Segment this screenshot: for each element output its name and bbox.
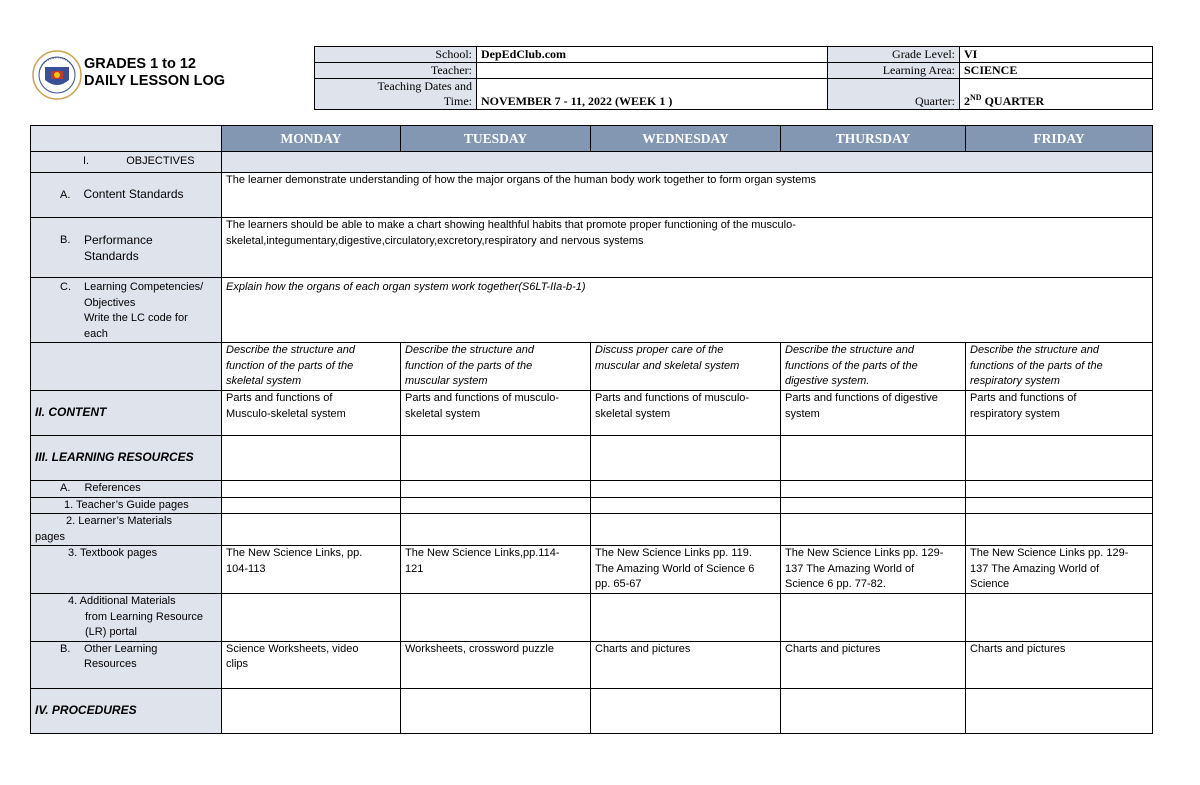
references-monday bbox=[222, 481, 401, 498]
describe-monday bbox=[222, 343, 401, 391]
objectives-number: I. bbox=[83, 155, 90, 168]
textbook-line: The New Science Links pp. 129- bbox=[970, 547, 1129, 559]
day-header-monday: MONDAY bbox=[222, 126, 401, 152]
tg-pages-monday bbox=[222, 497, 401, 514]
objectives-bar bbox=[222, 152, 1153, 173]
performance-standards-text-1: Performance bbox=[84, 232, 153, 247]
textbook-tuesday bbox=[401, 546, 591, 594]
lm-pages-label bbox=[31, 514, 222, 546]
other-resources-thursday bbox=[781, 641, 966, 688]
content-wednesday bbox=[591, 391, 781, 436]
procedures-monday bbox=[222, 688, 401, 733]
describe-line: respiratory system bbox=[970, 375, 1060, 387]
lm-pages-friday bbox=[966, 514, 1153, 546]
textbook-line: 137 The Amazing World of bbox=[785, 562, 915, 575]
additional-materials-text-2: from Learning Resource bbox=[85, 610, 204, 623]
describe-line: function of the parts of the bbox=[226, 359, 354, 372]
content-line: skeletal system bbox=[405, 407, 481, 420]
describe-line: functions of the parts of the bbox=[970, 359, 1103, 372]
learning-resources-label: III. LEARNING RESOURCES bbox=[31, 436, 222, 481]
other-resources-monday bbox=[222, 641, 401, 688]
lm-pages-thursday bbox=[781, 514, 966, 546]
school-value: DepEdClub.com bbox=[477, 47, 828, 63]
describe-line: Describe the structure and bbox=[226, 344, 356, 356]
describe-side-cell bbox=[31, 343, 222, 391]
other-resources-text-1: Other Learning bbox=[84, 642, 158, 655]
describe-thursday bbox=[781, 343, 966, 391]
references-tuesday bbox=[401, 481, 591, 498]
content-friday bbox=[966, 391, 1153, 436]
references-number: A. bbox=[60, 482, 71, 494]
teaching-dates-value: NOVEMBER 7 - 11, 2022 (WEEK 1 ) bbox=[477, 79, 828, 110]
grade-level-value: VI bbox=[960, 47, 1153, 63]
content-monday bbox=[222, 391, 401, 436]
day-header-tuesday: TUESDAY bbox=[401, 126, 591, 152]
other-resources-line: clips bbox=[226, 658, 249, 670]
competencies-text-4: each bbox=[84, 327, 108, 340]
textbook-line: 121 bbox=[405, 562, 424, 575]
content-line: Parts and functions of bbox=[970, 392, 1077, 404]
other-resources-number: B. bbox=[60, 642, 71, 655]
textbook-line: Science bbox=[970, 578, 1010, 590]
content-standards-label bbox=[31, 173, 222, 218]
tg-pages-wednesday bbox=[591, 497, 781, 514]
textbook-friday bbox=[966, 546, 1153, 594]
textbook-line: The New Science Links, pp. bbox=[226, 547, 363, 559]
tg-pages-text: 1. Teacher’s Guide pages bbox=[64, 498, 189, 511]
competencies-text-3: Write the LC code for bbox=[84, 312, 188, 324]
learning-resources-thursday bbox=[781, 436, 966, 481]
textbook-line: Science 6 pp. 77-82. bbox=[785, 578, 886, 590]
other-resources-line: Worksheets, crossword puzzle bbox=[405, 642, 554, 655]
performance-standards-value bbox=[222, 218, 1153, 278]
additional-materials-tuesday bbox=[401, 594, 591, 642]
textbook-line: pp. 65-67 bbox=[595, 578, 642, 590]
content-line: Parts and functions of musculo- bbox=[595, 392, 750, 404]
procedures-label: IV. PROCEDURES bbox=[31, 688, 222, 733]
describe-line: Describe the structure and bbox=[785, 344, 915, 356]
day-header-wednesday: WEDNESDAY bbox=[591, 126, 781, 152]
describe-wednesday bbox=[591, 343, 781, 391]
other-resources-line: Science Worksheets, video bbox=[226, 642, 359, 655]
references-label bbox=[31, 481, 222, 498]
textbook-line: The New Science Links,pp.114- bbox=[405, 547, 560, 559]
teacher-label: Teacher: bbox=[315, 63, 477, 79]
additional-materials-text-3: (LR) portal bbox=[85, 626, 137, 638]
other-resources-label bbox=[31, 641, 222, 688]
lm-pages-monday bbox=[222, 514, 401, 546]
objectives-label bbox=[31, 152, 222, 173]
performance-standards-line-1: The learners should be able to make a chart showing healthful habits that promote proper functioning of the musculo- bbox=[226, 219, 796, 231]
quarter-suffix: ND bbox=[970, 93, 982, 102]
learning-area-value: SCIENCE bbox=[960, 63, 1153, 79]
content-line: Musculo-skeletal system bbox=[226, 407, 346, 420]
learning-area-label: Learning Area: bbox=[828, 63, 960, 79]
procedures-friday bbox=[966, 688, 1153, 733]
describe-line: functions of the parts of the bbox=[785, 359, 918, 372]
describe-line: muscular and skeletal system bbox=[595, 359, 740, 372]
teaching-dates-label bbox=[315, 79, 477, 110]
performance-standards-label bbox=[31, 218, 222, 278]
references-thursday bbox=[781, 481, 966, 498]
procedures-tuesday bbox=[401, 688, 591, 733]
tg-pages-label bbox=[31, 497, 222, 514]
content-line: Parts and functions of digestive bbox=[785, 392, 938, 404]
quarter-word: QUARTER bbox=[981, 94, 1045, 108]
textbook-line: The New Science Links pp. 129- bbox=[785, 547, 944, 559]
competencies-text-2: Objectives bbox=[84, 296, 136, 309]
textbook-label bbox=[31, 546, 222, 594]
textbook-line: The Amazing World of Science 6 bbox=[595, 562, 755, 575]
learning-resources-wednesday bbox=[591, 436, 781, 481]
quarter-value bbox=[960, 79, 1153, 110]
quarter-number: 2 bbox=[964, 94, 970, 108]
describe-line: digestive system. bbox=[785, 375, 870, 387]
lm-pages-tuesday bbox=[401, 514, 591, 546]
content-standards-value: The learner demonstrate understanding of how the major organs of the human body work together to form organ systems bbox=[222, 173, 1153, 218]
procedures-wednesday bbox=[591, 688, 781, 733]
textbook-line: 104-113 bbox=[226, 562, 266, 575]
references-text: References bbox=[84, 482, 141, 494]
competencies-text-1: Learning Competencies/ bbox=[84, 281, 204, 293]
additional-materials-monday bbox=[222, 594, 401, 642]
title-line-2: DAILY LESSON LOG bbox=[84, 73, 225, 89]
content-line: system bbox=[785, 407, 820, 420]
additional-materials-wednesday bbox=[591, 594, 781, 642]
other-resources-friday bbox=[966, 641, 1153, 688]
other-resources-wednesday bbox=[591, 641, 781, 688]
objectives-text: OBJECTIVES bbox=[126, 155, 195, 168]
content-label: II. CONTENT bbox=[31, 391, 222, 436]
describe-line: muscular system bbox=[405, 375, 488, 387]
teaching-dates-label-line1: Teaching Dates and bbox=[377, 79, 472, 93]
textbook-line: The New Science Links pp. 119. bbox=[595, 547, 752, 559]
lesson-info-table bbox=[314, 46, 1153, 110]
tg-pages-friday bbox=[966, 497, 1153, 514]
textbook-wednesday bbox=[591, 546, 781, 594]
textbook-monday bbox=[222, 546, 401, 594]
day-header-friday: FRIDAY bbox=[966, 126, 1153, 152]
school-label: School: bbox=[315, 47, 477, 63]
describe-line: Discuss proper care of the bbox=[595, 344, 724, 356]
procedures-thursday bbox=[781, 688, 966, 733]
describe-friday bbox=[966, 343, 1153, 391]
page-title bbox=[84, 56, 225, 90]
competencies-label bbox=[31, 278, 222, 343]
content-line: skeletal system bbox=[595, 407, 671, 420]
additional-materials-label bbox=[31, 594, 222, 642]
title-line-1: GRADES 1 to 12 bbox=[84, 56, 196, 72]
teaching-dates-label-line2: Time: bbox=[443, 94, 472, 108]
performance-standards-number: B. bbox=[60, 233, 71, 246]
other-resources-tuesday bbox=[401, 641, 591, 688]
additional-materials-friday bbox=[966, 594, 1153, 642]
learning-resources-friday bbox=[966, 436, 1153, 481]
references-friday bbox=[966, 481, 1153, 498]
learning-resources-tuesday bbox=[401, 436, 591, 481]
content-line: Parts and functions of bbox=[226, 392, 333, 404]
lm-pages-text-2: pages bbox=[35, 530, 65, 543]
content-standards-text: Content Standards bbox=[83, 186, 184, 201]
teacher-value bbox=[477, 63, 828, 79]
describe-line: Describe the structure and bbox=[405, 344, 535, 356]
day-header-thursday: THURSDAY bbox=[781, 126, 966, 152]
lm-pages-wednesday bbox=[591, 514, 781, 546]
describe-line: function of the parts of the bbox=[405, 359, 533, 372]
performance-standards-line-2: skeletal,integumentary,digestive,circulatory,excretory,respiratory and nervous systems bbox=[226, 234, 644, 247]
content-line: respiratory system bbox=[970, 407, 1060, 420]
corner-cell bbox=[31, 126, 222, 152]
lm-pages-text-1: 2. Learner’s Materials bbox=[66, 515, 172, 527]
describe-tuesday bbox=[401, 343, 591, 391]
textbook-text: 3. Textbook pages bbox=[68, 547, 158, 559]
tg-pages-tuesday bbox=[401, 497, 591, 514]
describe-line: skeletal system bbox=[226, 375, 302, 387]
content-standards-number: A. bbox=[60, 188, 71, 201]
content-line: Parts and functions of musculo- bbox=[405, 392, 560, 404]
quarter-label: Quarter: bbox=[828, 79, 960, 110]
competencies-value: Explain how the organs of each organ system work together(S6LT-IIa-b-1) bbox=[222, 278, 1153, 343]
textbook-line: 137 The Amazing World of bbox=[970, 562, 1100, 575]
performance-standards-text-2: Standards bbox=[84, 248, 139, 263]
other-resources-text-2: Resources bbox=[84, 658, 137, 670]
other-resources-line: Charts and pictures bbox=[595, 642, 691, 655]
content-tuesday bbox=[401, 391, 591, 436]
describe-line: Describe the structure and bbox=[970, 344, 1100, 356]
additional-materials-text-1: 4. Additional Materials bbox=[68, 595, 176, 607]
other-resources-line: Charts and pictures bbox=[785, 642, 881, 655]
deped-seal-icon bbox=[32, 50, 82, 100]
textbook-thursday bbox=[781, 546, 966, 594]
daily-lesson-log-table bbox=[30, 125, 1153, 734]
additional-materials-thursday bbox=[781, 594, 966, 642]
other-resources-line: Charts and pictures bbox=[970, 642, 1066, 655]
tg-pages-thursday bbox=[781, 497, 966, 514]
grade-level-label: Grade Level: bbox=[828, 47, 960, 63]
learning-resources-monday bbox=[222, 436, 401, 481]
competencies-number: C. bbox=[60, 281, 71, 293]
content-thursday bbox=[781, 391, 966, 436]
references-wednesday bbox=[591, 481, 781, 498]
